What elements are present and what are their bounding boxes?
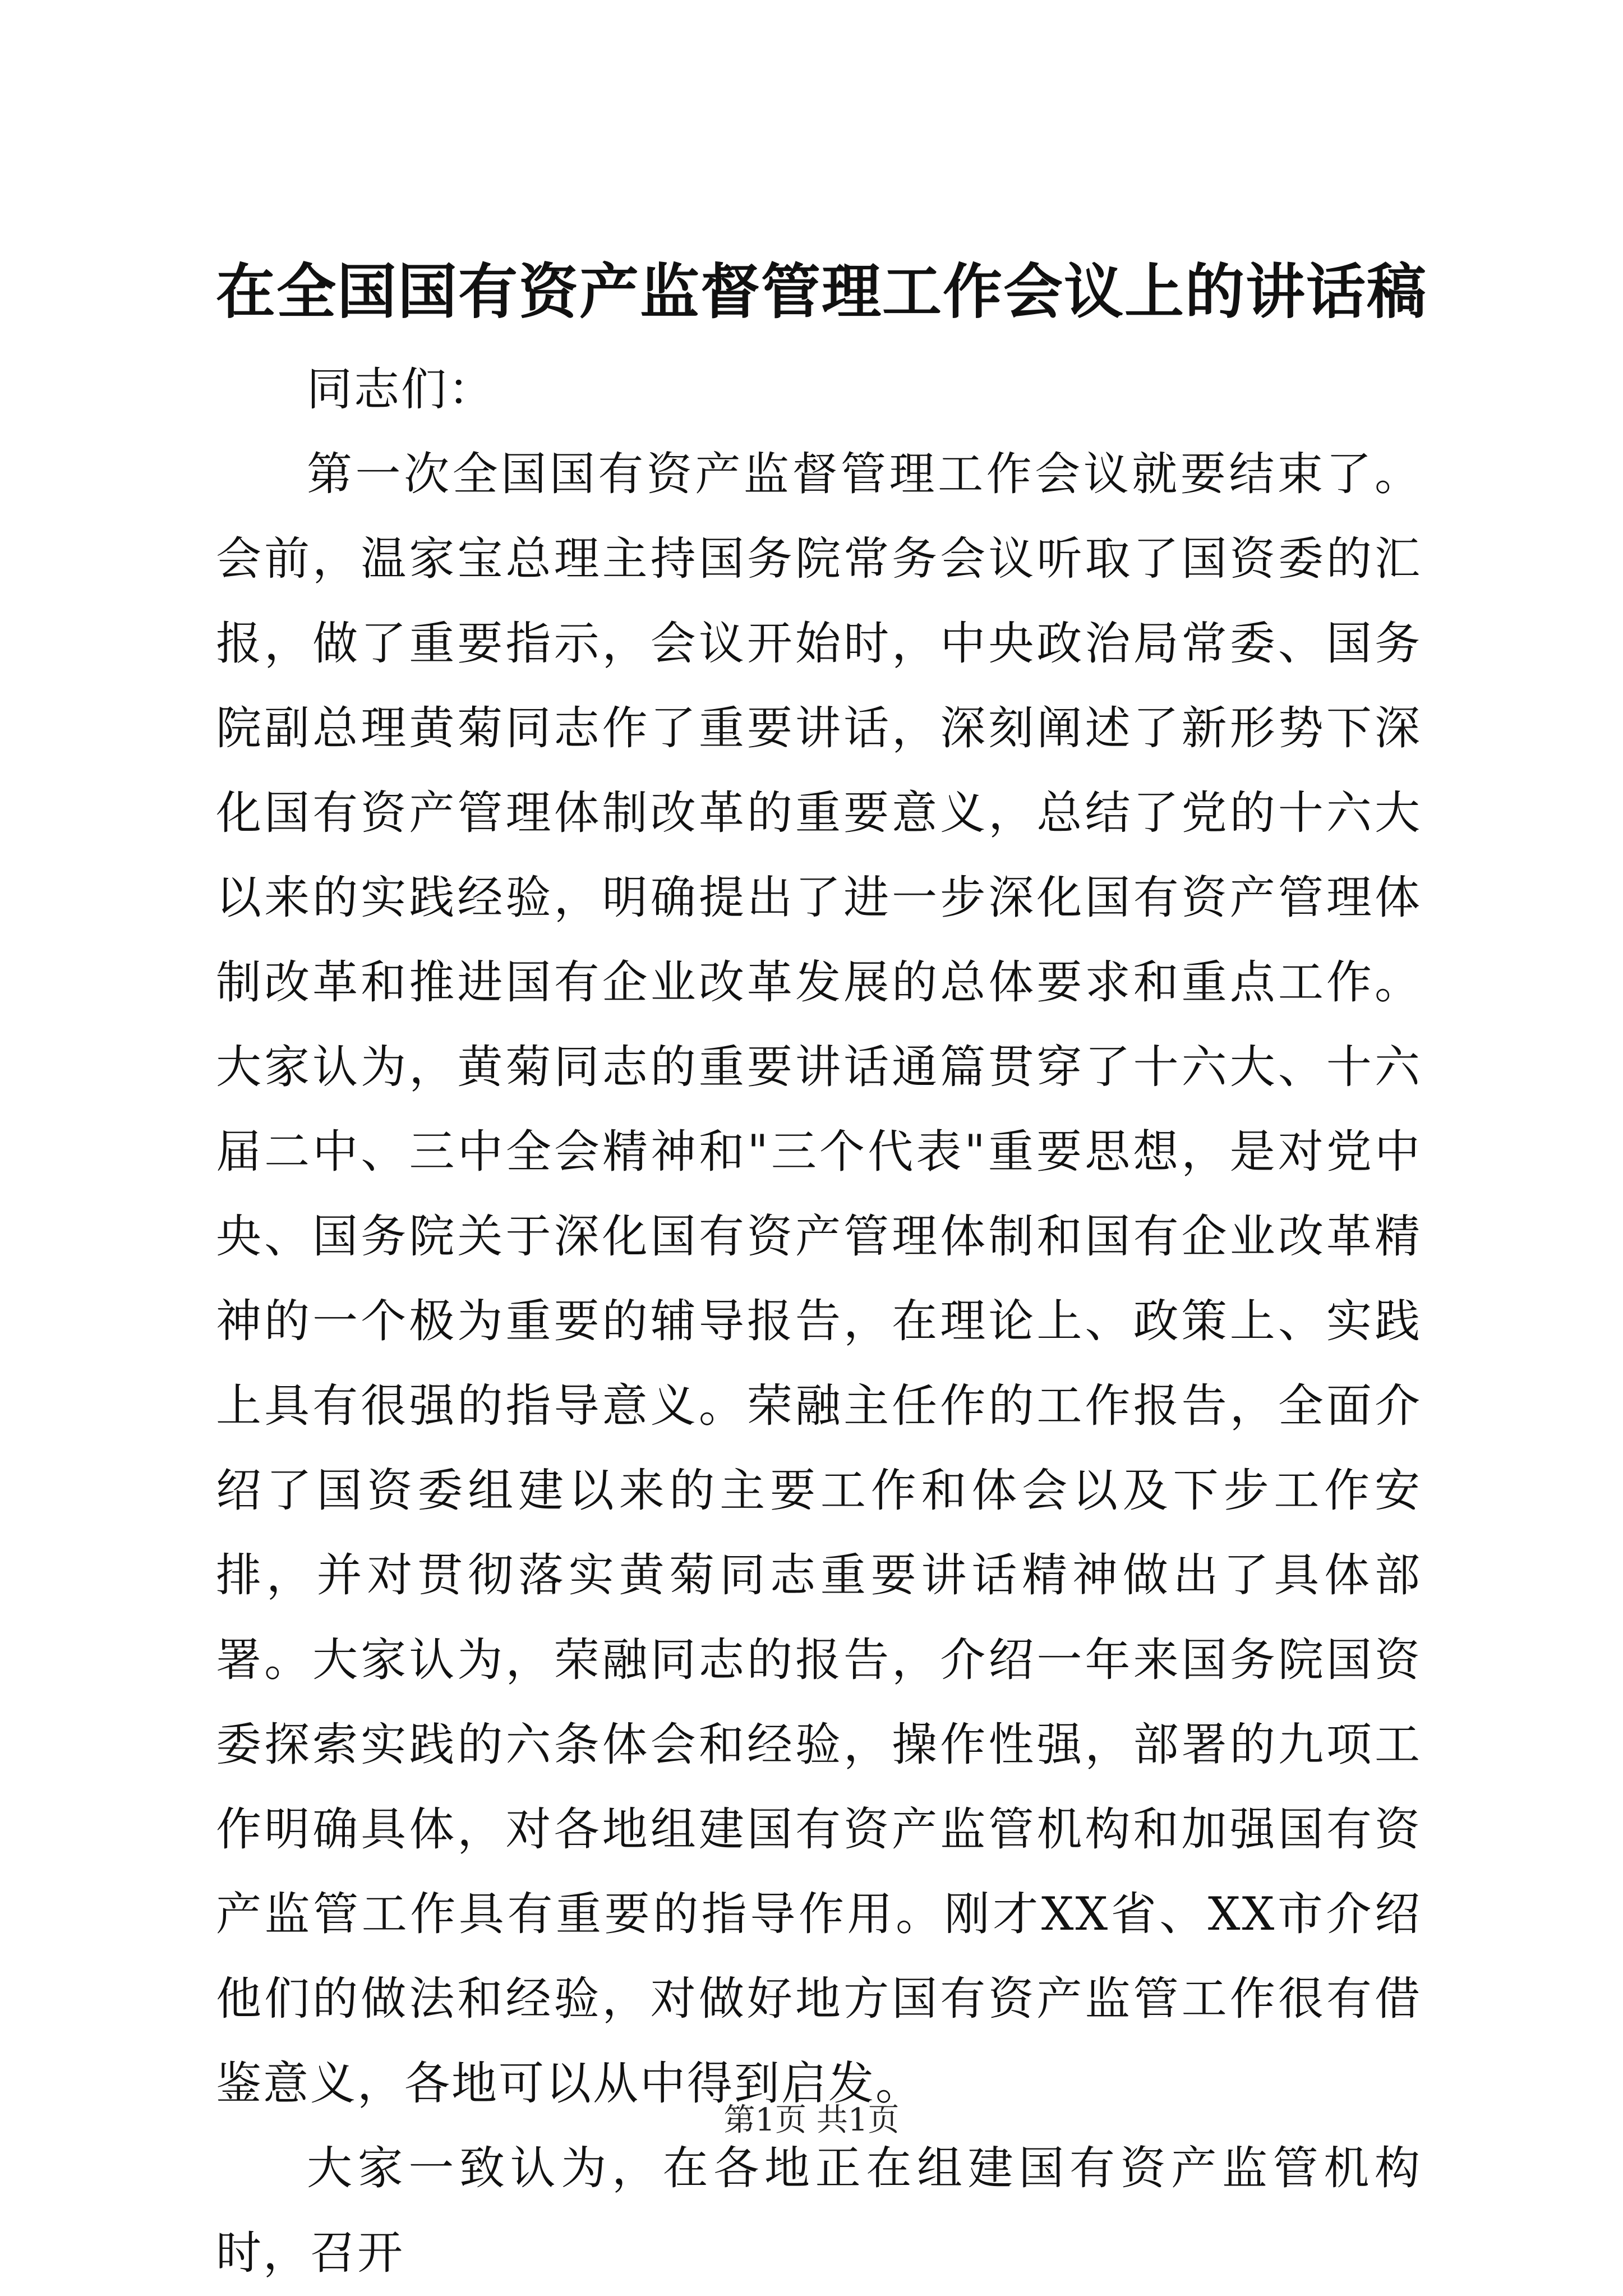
document-title: 在全国国有资产监督管理工作会议上的讲话稿 (216, 256, 1427, 326)
document-body (216, 348, 1422, 2296)
page-number-footer: 第1页 共1页 (723, 2102, 900, 2138)
body-paragraph-1: 第一次全国国有资产监督管理工作会议就要结束了。会前，温家宝总理主持国务院常务会议听取了国资委的汇报，做了重要指示，会议开始时，中央政治局常委、国务院副总理黄菊同志作了重要讲话，深刻阐述了新形势下深化国有资产管理体制改革的重要意义，总结了党的十六大以来的实践经验，明确提出了进一步深化国有资产管理体制改革和推进国有企业改革发展的总体要求和重点工作。大家认为，黄菊同志的重要讲话通篇贯穿了十六大、十六届二中、三中全会精神和"三个代表"重要思想，是对党中央、国务院关于深化国有资产管理体制和国有企业改革精神的一个极为重要的辅导报告，在理论上、政策上、实践上具有很强的指导意义。荣融主任作的工作报告，全面介绍了国资委组建以来的主要工作和体会以及下步工作安排，并对贯彻落实黄菊同志重要讲话精神做出了具体部署。大家认为，荣融同志的报告，介绍一年来国务院国资委探索实践的六条体会和经验，操作性强，部署的九项工作明确具体，对各地组建国有资产监管机构和加强国有资产监管工作具有重要的指导作用。刚才XX省、XX市介绍他们的做法和经验，对做好地方国有资产监管工作很有借鉴意义，各地可以从中得到启发。 (216, 448, 1422, 2110)
salutation: 同志们： (307, 364, 496, 416)
body-paragraph-2: 大家一致认为，在各地正在组建国有资产监管机构时，召开 (216, 2142, 1422, 2280)
